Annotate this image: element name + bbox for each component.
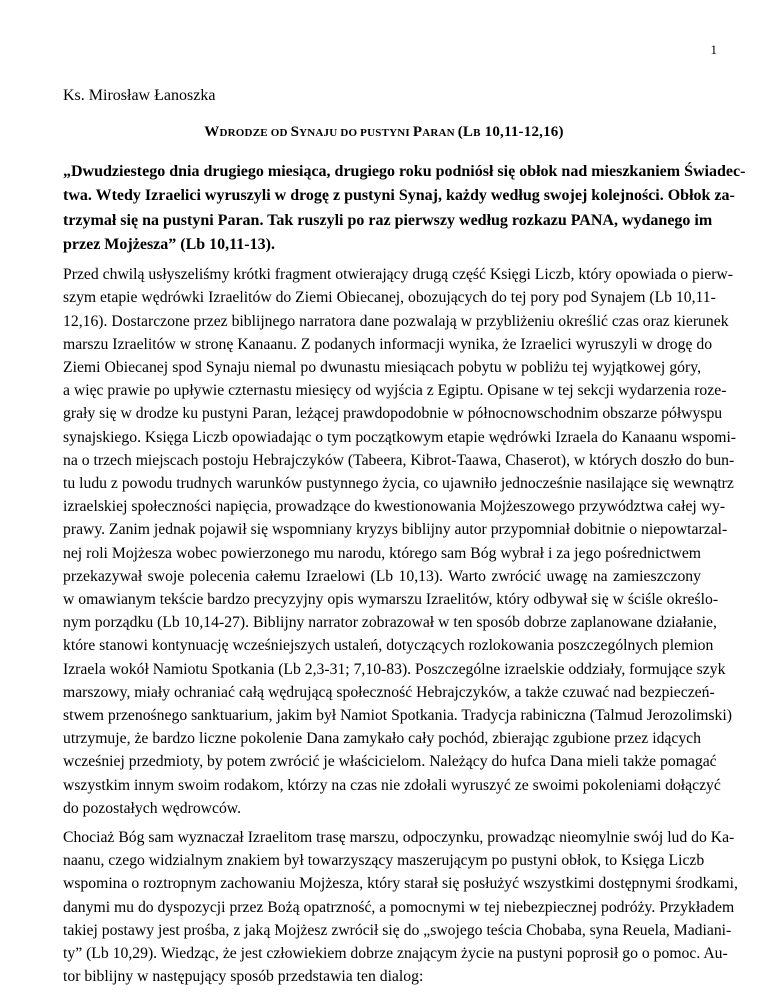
- text-line: nej roli Mojżesza wobec powierzonego mu narodu, którego sam Bóg wybrał i za jego pośrednictwem: [63, 544, 701, 562]
- text-line: 12,16). Dostarczone przez biblijnego narratora dane pozwalają w przybliżeniu określić czas oraz kierunek: [63, 312, 729, 330]
- text-line: Izraela wokół Namiotu Spotkania (Lb 2,3-31; 7,10-83). Poszczególne izraelskie oddziały, formujące szyk: [63, 660, 726, 678]
- text-line: grały się w drodze ku pustyni Paran, leżącej prawdopodobnie w północnowschodnim obszarze półwyspu: [63, 405, 723, 423]
- text-line: a więc prawie po upływie czternastu miesięcy od wyjścia z Egiptu. Opisane w tej sekcji wydarzenia roze-: [63, 382, 727, 400]
- page-number: 1: [710, 42, 717, 57]
- text-line: wcześniej przedmioty, by potem zwrócić je właścicielom. Należący do hufca Dana mieli także pomagać: [63, 753, 717, 771]
- quote-line: przez Mojżesza” (Lb 10,11-13).: [63, 235, 275, 253]
- text-line: naanu, czego widzialnym znakiem był towarzyszący maszerującym po pustyni obłok, to Księga Liczb: [63, 852, 705, 870]
- text-line: stwem przenośnego sanktuarium, jakim był Namiot Spotkania. Tradycja rabiniczna (Talmud Jerozolimski): [63, 707, 732, 725]
- text-line: wspomina o roztropnym zachowaniu Mojżesza, który starał się posłużyć wszystkimi dostępnymi środkami,: [63, 875, 738, 893]
- text-line: które stanowi kontynuację wcześniejszych ustaleń, dotyczących rozlokowania poszczególnych plemion: [63, 637, 714, 655]
- text-line: prawy. Zanim jednak pojawił się wspomniany kryzys biblijny autor przypomniał dobitnie o niepowtarzal-: [63, 521, 728, 539]
- text-line: izraelskiej społeczności napięcia, prowadzące do kwestionowania Mojżeszowego przywództwa całej wy-: [63, 498, 726, 516]
- text-line: na o trzech miejscach postoju Hebrajczyków (Tabeera, Kibrot-Taawa, Chaserot), w których doszło do bun-: [63, 451, 735, 469]
- text-line: danymi mu do dyspozycji przez Bożą opatrzność, a pomocnymi w tej niebezpiecznej podróży. Przykładem: [63, 898, 735, 916]
- section-title: WDRODZE OD SYNAJU DO PUSTYNI PARAN (LB 10,11-12,16): [204, 124, 564, 140]
- text-line: do pozostałych wędrowców.: [63, 799, 242, 817]
- quote-line: twa. Wtedy Izraelici wyruszyli w drogę z pustyni Synaj, każdy według swojej kolejności. Obłok za-: [63, 187, 735, 205]
- text-line: tu ludu z powodu trudnych warunków pustynnego życia, co ujawniło jednocześnie nasilające się wewnątrz: [63, 475, 734, 493]
- text-line: w omawianym tekście bardzo precyzyjny opis wymarszu Izraelitów, który odbywał się w ściśle określo-: [63, 591, 719, 609]
- text-line: szym etapie wędrówki Izraelitów do Ziemi Obiecanej, obozujących do tej pory pod Synajem (Lb 10,11-: [63, 289, 716, 307]
- paragraph-1: [63, 263, 737, 820]
- author: Ks. Mirosław Łanoszka: [63, 87, 216, 104]
- text-line: utrzymuje, że bardzo liczne pokolenie Dana zamykało cały pochód, zbierając zgubione przez idących: [63, 730, 701, 748]
- text-line: Przed chwilą usłyszeliśmy krótki fragment otwierający drugą część Księgi Liczb, który opowiada o pierw-: [63, 266, 733, 284]
- text-line: tor biblijny w następujący sposób przedstawia ten dialog:: [63, 968, 424, 986]
- text-line: nym porządku (Lb 10,14-27). Biblijny narrator zobrazował w ten sposób dobrze zaplanowane działanie,: [63, 614, 717, 632]
- text-line: wszystkim innym swoim rodakom, którzy na czas nie zdołali wyruszyć ze swoimi pokoleniami dołączyć: [63, 776, 721, 794]
- text-line: Chociaż Bóg sam wyznaczał Izraelitom trasę marszu, odpoczynku, prowadząc nieomylnie swój lud do Ka-: [63, 829, 735, 847]
- document-body: [63, 160, 746, 988]
- text-line: marszowy, miały ochraniać całą wędrującą społeczność Hebrajczyków, a także czuwać nad bezpieczeń-: [63, 683, 715, 701]
- text-line: takiej postawy jest prośba, z jaką Mojżesz zwrócił się do „swojego teścia Chobaba, syna Reuela, Madiani-: [63, 921, 732, 939]
- text-line: przekazywał swoje polecenia całemu Izraelowi (Lb 10,13). Warto zwrócić uwagę na zamieszczony: [63, 567, 701, 585]
- text-line: marszu Izraelitów w stronę Kanaanu. Z podanych informacji wynika, że Izraelici wyruszyli w drogę do: [63, 335, 713, 353]
- quote-line: trzymał się na pustyni Paran. Tak ruszyli po raz pierwszy według rozkazu PANA, wydanego im: [63, 211, 713, 229]
- text-line: synajskiego. Księga Liczb opowiadając o tym początkowym etapie wędrówki Izraela do Kanaanu wspomi-: [63, 428, 737, 446]
- text-line: ty” (Lb 10,29). Wiedząc, że jest człowiekiem dobrze znającym życie na pustyni poprosił go o pomoc. Au-: [63, 945, 728, 963]
- quote-line: „Dwudziestego dnia drugiego miesiąca, drugiego roku podniósł się obłok nad mieszkaniem Świadec-: [63, 163, 746, 180]
- scripture-quote: [63, 160, 746, 257]
- paragraph-2: [63, 826, 738, 988]
- text-line: Ziemi Obiecanej spod Synaju niemal po dwunastu miesiącach pobytu w pobliżu tej wyjątkowej góry,: [63, 359, 701, 376]
